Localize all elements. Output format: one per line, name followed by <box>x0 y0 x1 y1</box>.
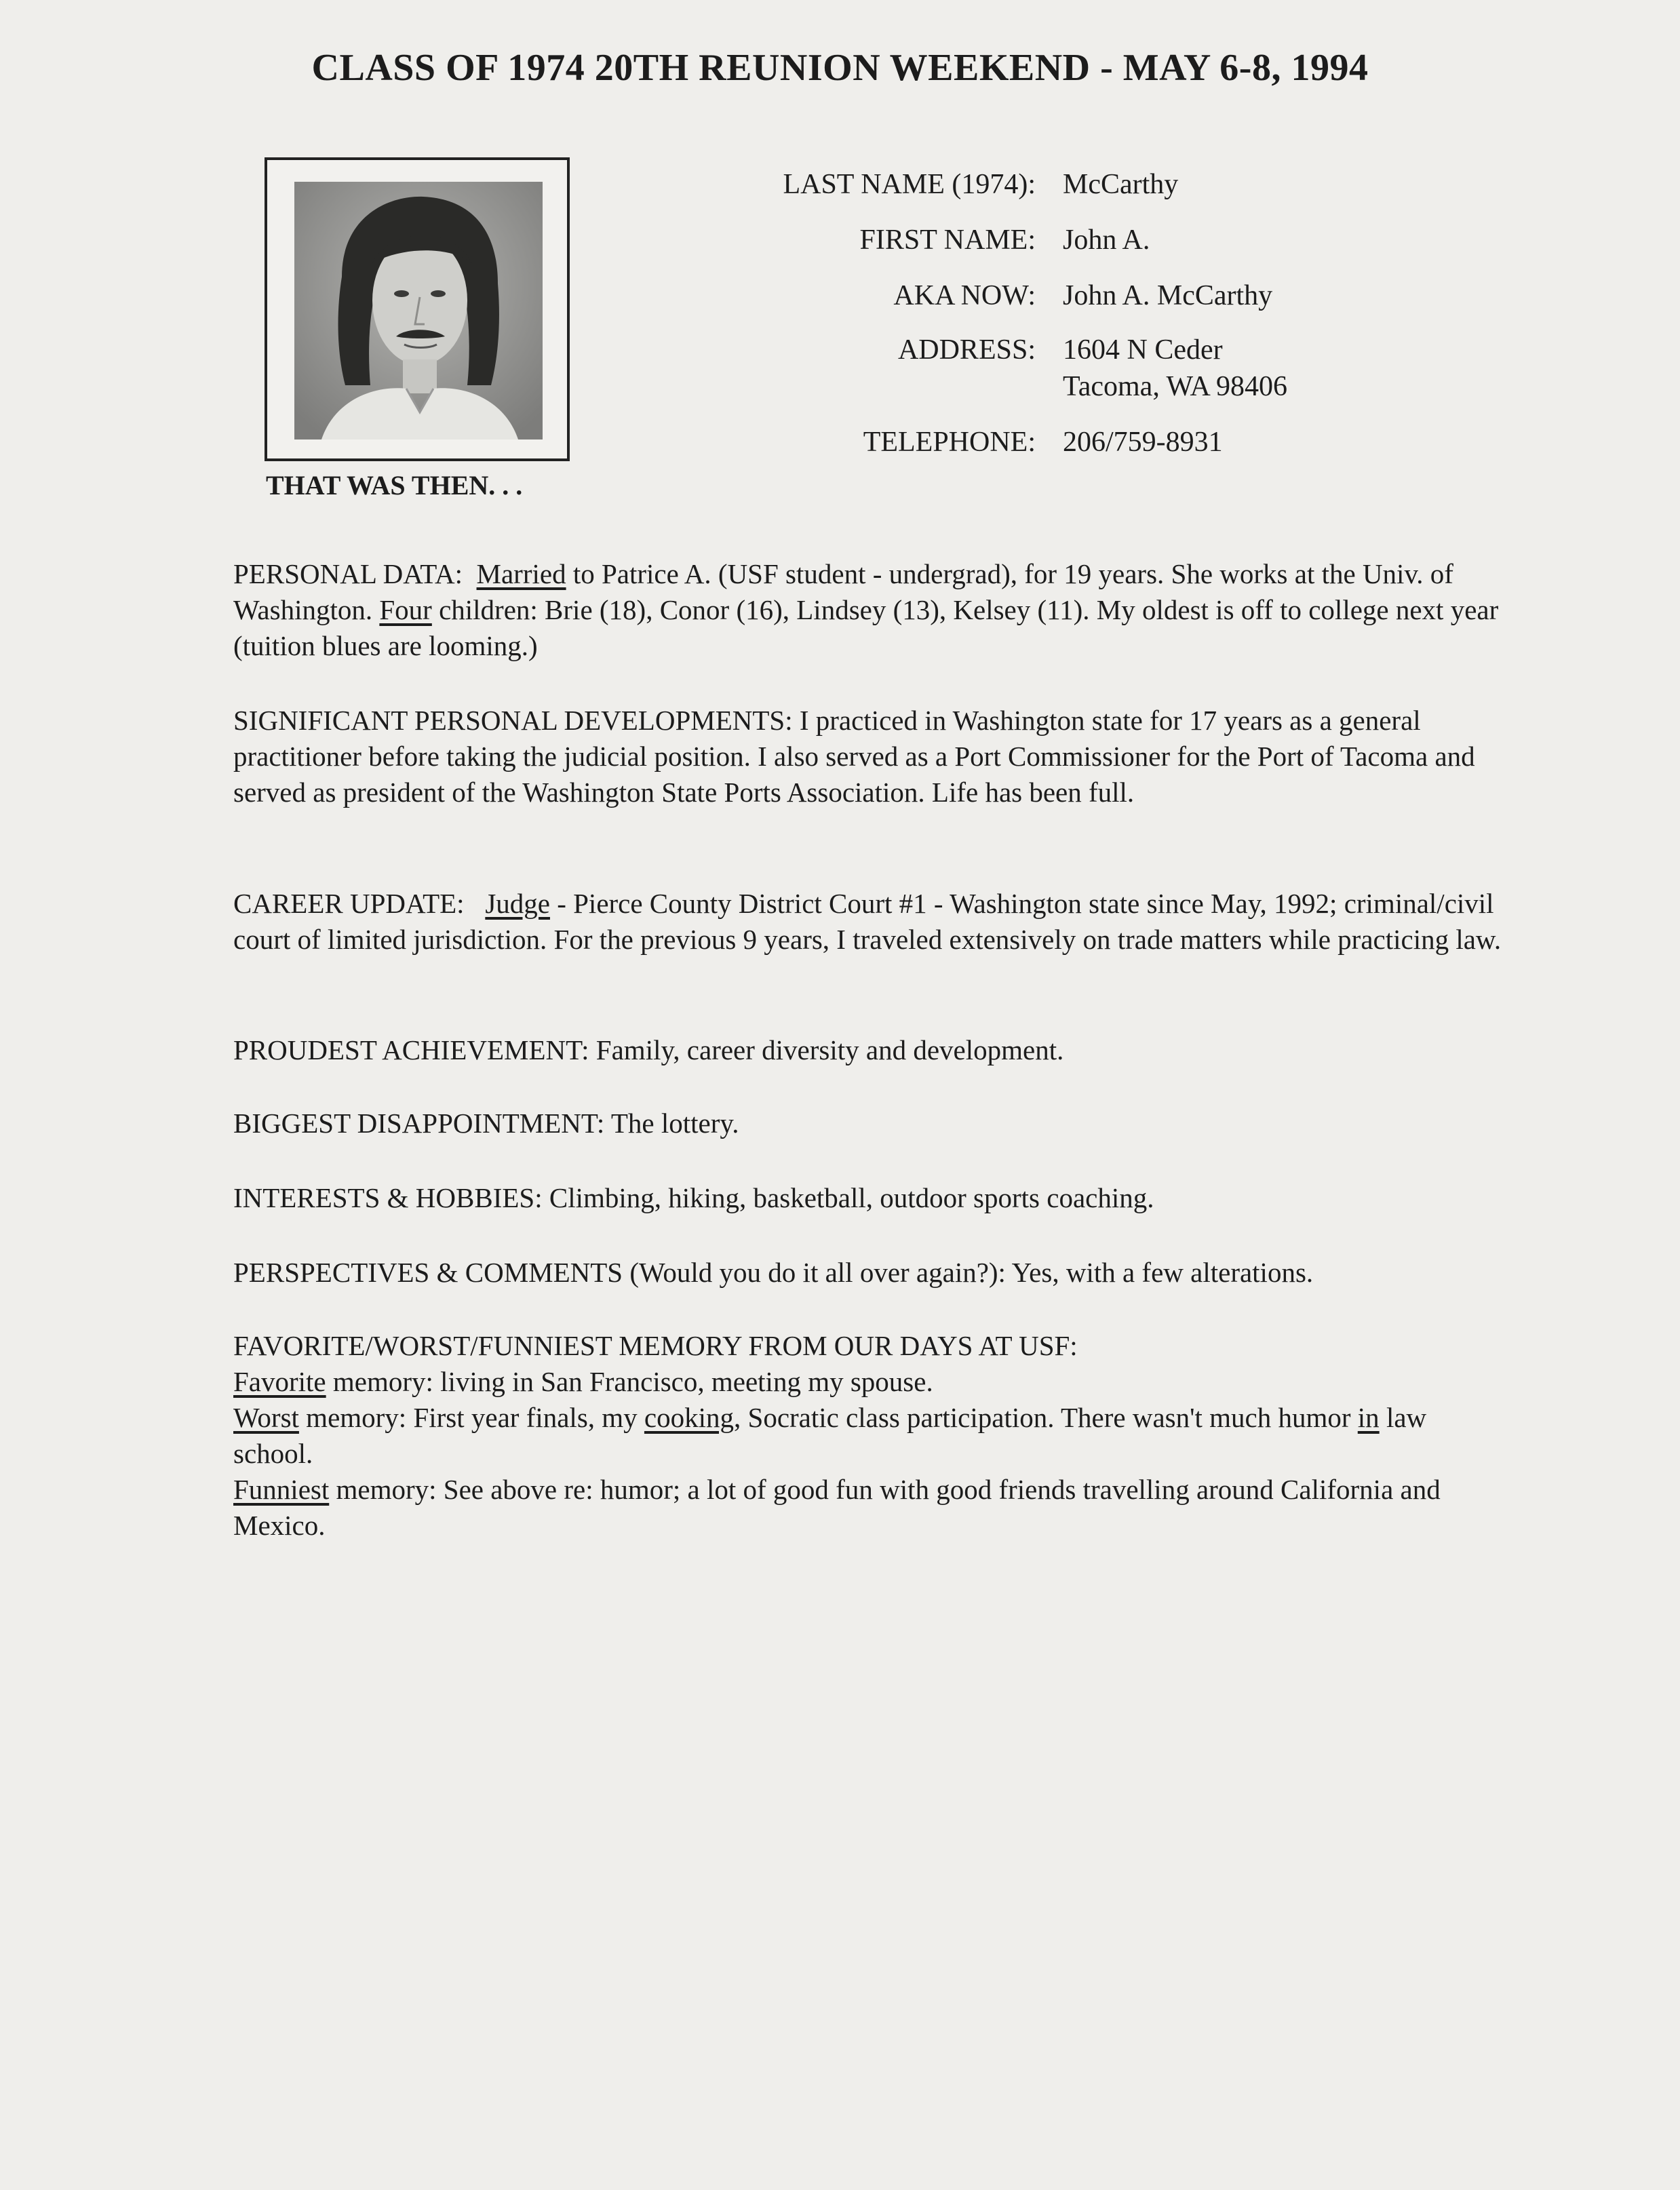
developments-section <box>233 703 1508 810</box>
first-name-value: John A. <box>1063 224 1150 256</box>
four-word: Four <box>379 594 432 625</box>
portrait-photo <box>294 182 543 439</box>
married-word: Married <box>476 558 566 589</box>
personal-data-label: PERSONAL DATA: <box>233 558 463 589</box>
personal-data-text-1: to Patrice A. (USF student - undergrad), for 19 years. She works at the Univ. of Washington. <box>233 558 1453 625</box>
worst-text-3: law school. <box>233 1402 1427 1469</box>
interests-section <box>233 1180 1508 1216</box>
photo-frame <box>265 157 570 461</box>
in-word: in <box>1357 1402 1380 1433</box>
personal-data-text-2: children: Brie (18), Conor (16), Lindsey (13), Kelsey (11). My oldest is off to college next year (tuition blues are looming.) <box>233 594 1499 661</box>
aka-now-value: John A. McCarthy <box>1063 280 1273 311</box>
last-name-label: LAST NAME (1974): <box>783 169 1036 200</box>
telephone-value: 206/759-8931 <box>1063 427 1223 458</box>
perspectives-section <box>233 1255 1508 1291</box>
favorite-text: memory: living in San Francisco, meeting my spouse. <box>326 1366 933 1397</box>
address-line-1: 1604 N Ceder <box>1063 334 1223 366</box>
perspectives-text: Yes, with a few alterations. <box>1005 1257 1314 1288</box>
achievement-label: PROUDEST ACHIEVEMENT: <box>233 1034 589 1065</box>
achievement-text: Family, career diversity and development. <box>589 1034 1064 1065</box>
developments-label: SIGNIFICANT PERSONAL DEVELOPMENTS: <box>233 705 793 736</box>
career-section <box>233 886 1508 958</box>
perspectives-label: PERSPECTIVES & COMMENTS (Would you do it all over again?): <box>233 1257 1006 1288</box>
disappointment-label: BIGGEST DISAPPOINTMENT: <box>233 1108 605 1139</box>
career-text: - Pierce County District Court #1 - Washington state since May, 1992; criminal/civil court of limited jurisdiction. For the previous 9 years, I traveled extensively on trade matters while practicing law. <box>233 888 1502 955</box>
aka-now-label: AKA NOW: <box>893 280 1036 311</box>
worst-label: Worst <box>233 1402 299 1433</box>
disappointment-section <box>233 1106 1508 1141</box>
telephone-label: TELEPHONE: <box>863 427 1036 458</box>
memory-heading: FAVORITE/WORST/FUNNIEST MEMORY FROM OUR DAYS AT USF: <box>233 1330 1078 1361</box>
page-title: CLASS OF 1974 20TH REUNION WEEKEND - MAY 6-8, 1994 <box>311 47 1369 89</box>
achievement-section <box>233 1032 1508 1068</box>
memory-section <box>233 1328 1508 1544</box>
favorite-label: Favorite <box>233 1366 326 1397</box>
address-label: ADDRESS: <box>897 334 1036 366</box>
funniest-label: Funniest <box>233 1474 330 1505</box>
last-name-value: McCarthy <box>1063 169 1179 200</box>
funniest-text: memory: See above re: humor; a lot of good fun with good friends travelling around California and Mexico. <box>233 1474 1441 1541</box>
developments-text: I practiced in Washington state for 17 years as a general practitioner before taking the judicial position. I also served as a Port Commissioner for the Port of Tacoma and served as president of the Washington State Ports Association. Life has been full. <box>233 705 1475 808</box>
interests-text: Climbing, hiking, basketball, outdoor sports coaching. <box>542 1182 1154 1213</box>
career-label: CAREER UPDATE: <box>233 888 465 919</box>
photo-caption: THAT WAS THEN. . . <box>266 470 523 501</box>
first-name-label: FIRST NAME: <box>859 224 1036 256</box>
worst-text-1: memory: First year finals, my <box>298 1402 644 1433</box>
disappointment-text: The lottery. <box>604 1108 739 1139</box>
judge-word: Judge <box>485 888 550 919</box>
personal-data-section <box>233 556 1508 664</box>
worst-text-2: , Socratic class participation. There wasn't much humor <box>734 1402 1358 1433</box>
interests-label: INTERESTS & HOBBIES: <box>233 1182 543 1213</box>
cooking-word: cooking <box>644 1402 735 1433</box>
address-line-2: Tacoma, WA 98406 <box>1063 371 1288 402</box>
